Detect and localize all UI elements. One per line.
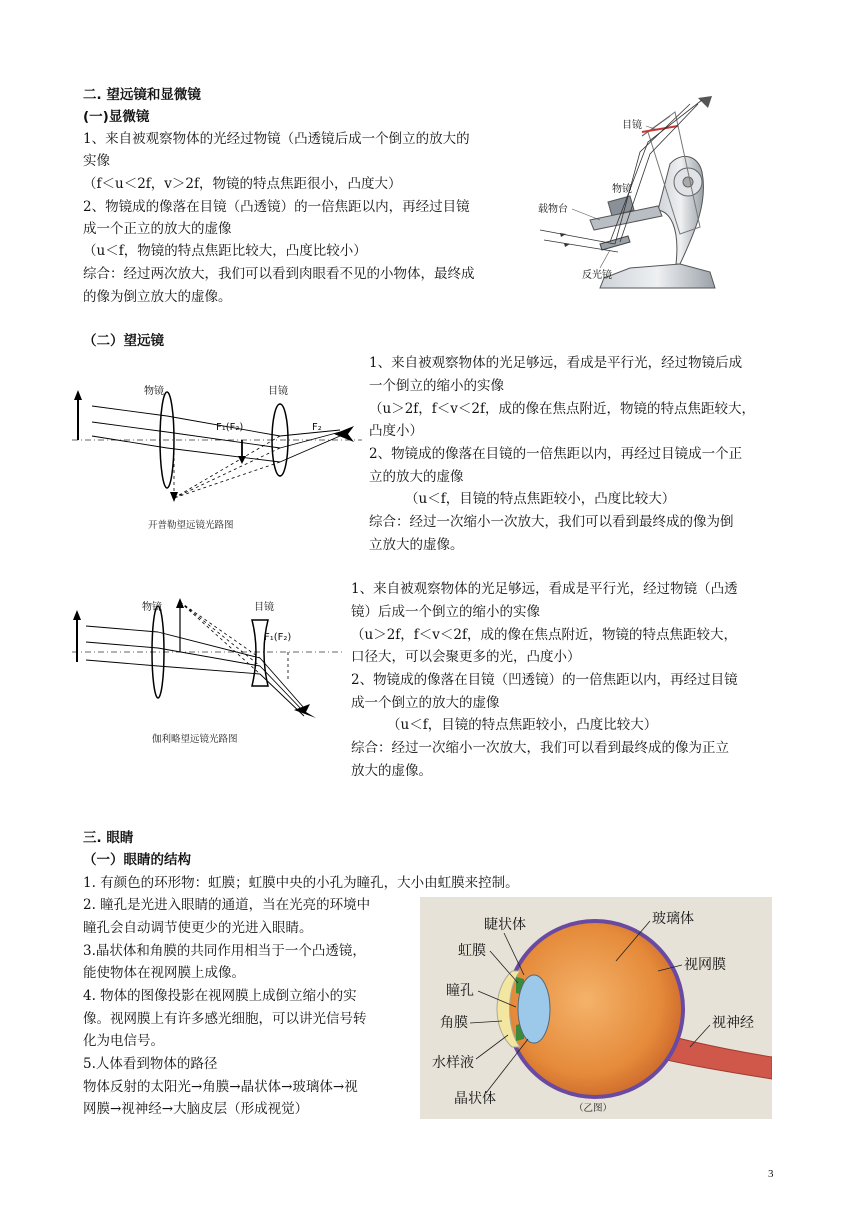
text-line: 瞳孔会自动调节使更少的光进入眼睛。 bbox=[83, 920, 313, 936]
text-line: 2、物镜成的像落在目镜（凹透镜）的一倍焦距以内，再经过目镜 bbox=[351, 672, 738, 688]
text-line: 2、物镜成的像落在目镜的一倍焦距以内，再经过目镜成一个正 bbox=[369, 446, 743, 462]
eye-label-aqueous: 水样液 bbox=[432, 1055, 474, 1071]
galileo-figure bbox=[72, 590, 342, 750]
kepler-label-f2: F₂ bbox=[312, 422, 322, 433]
galileo-label-objective: 物镜 bbox=[142, 602, 162, 613]
telescope-heading: （二）望远镜 bbox=[83, 333, 164, 349]
galileo-caption: 伽利略望远镜光路图 bbox=[152, 734, 238, 745]
eye-label-vitreous: 玻璃体 bbox=[652, 911, 694, 927]
text-line: （u＞2f，f＜v＜2f，成的像在焦点附近，物镜的特点焦距较大， bbox=[351, 627, 737, 643]
text-line: 1、来自被观察物体的光足够远，看成是平行光，经过物镜后成 bbox=[369, 355, 743, 371]
text-line: 实像 bbox=[83, 153, 110, 169]
text-line: 立的放大的虚像 bbox=[369, 469, 464, 485]
eye-label-pupil: 瞳孔 bbox=[446, 983, 474, 999]
eye-caption: （乙图） bbox=[574, 1103, 613, 1114]
text-line: 4. 物体的图像投影在视网膜上成倒立缩小的实 bbox=[83, 988, 357, 1004]
eye-heading: （一）眼睛的结构 bbox=[83, 852, 191, 868]
text-line: 综合：经过一次缩小一次放大，我们可以看到最终成的像为正立 bbox=[351, 740, 729, 756]
text-line: 像。视网膜上有许多感光细胞，可以讲光信号转 bbox=[83, 1011, 367, 1027]
text-line: 能使物体在视网膜上成像。 bbox=[83, 965, 245, 981]
text-line: 物体反射的太阳光→角膜→晶状体→玻璃体→视 bbox=[83, 1079, 358, 1095]
eye-figure bbox=[420, 897, 772, 1119]
text-line: 2. 瞳孔是光进入眼睛的通道，当在光亮的环境中 bbox=[83, 897, 371, 913]
text-line: 5.人体看到物体的路径 bbox=[83, 1056, 218, 1072]
text-line: 3.晶状体和角膜的共同作用相当于一个凸透镜， bbox=[83, 943, 366, 959]
kepler-caption: 开普勒望远镜光路图 bbox=[148, 520, 234, 531]
kepler-label-objective: 物镜 bbox=[144, 386, 164, 397]
label-objective: 物镜 bbox=[612, 184, 632, 195]
page-number: 3 bbox=[768, 1168, 774, 1180]
text-line: 成一个倒立的放大的虚像 bbox=[351, 695, 500, 711]
text-line: 1、来自被观察物体的光经过物镜（凸透镜后成一个倒立的放大的 bbox=[83, 131, 470, 147]
microscope-heading: (一)显微镜 bbox=[83, 109, 150, 125]
microscope-figure bbox=[530, 92, 730, 302]
text-line: 口径大，可以会聚更多的光，凸度小） bbox=[351, 649, 581, 665]
text-line: 化为电信号。 bbox=[83, 1033, 164, 1049]
section-2-title: 二. 望远镜和显微镜 bbox=[83, 87, 201, 103]
kepler-label-f1f2: F₁(F₂) bbox=[216, 422, 244, 433]
text-line: 凸度小） bbox=[369, 423, 423, 439]
kepler-label-eyepiece: 目镜 bbox=[268, 386, 288, 397]
eye-label-optic-nerve: 视神经 bbox=[712, 1015, 754, 1031]
eye-label-retina: 视网膜 bbox=[684, 957, 726, 973]
eye-label-iris: 虹膜 bbox=[458, 943, 486, 959]
text-line: 综合：经过两次放大，我们可以看到肉眼看不见的小物体，最终成 bbox=[83, 266, 475, 282]
text-line: 2、物镜成的像落在目镜（凸透镜）的一倍焦距以内，再经过目镜 bbox=[83, 199, 470, 215]
label-mirror: 反光镜 bbox=[582, 270, 612, 281]
text-line: （u＞2f，f＜v＜2f，成的像在焦点附近，物镜的特点焦距较大， bbox=[369, 401, 755, 417]
eye-label-ciliary: 睫状体 bbox=[484, 917, 526, 933]
text-line: 放大的虚像。 bbox=[351, 763, 432, 779]
text-line: 的像为倒立放大的虚像。 bbox=[83, 289, 232, 305]
text-line: 1、来自被观察物体的光足够远，看成是平行光，经过物镜（凸透 bbox=[351, 581, 738, 597]
text-line: 网膜→视神经→大脑皮层（形成视觉） bbox=[83, 1101, 309, 1117]
kepler-figure bbox=[72, 378, 362, 548]
section-3-title: 三. 眼睛 bbox=[83, 830, 134, 846]
text-line: 镜）后成一个倒立的缩小的实像 bbox=[351, 604, 540, 620]
label-stage: 载物台 bbox=[538, 204, 568, 215]
text-line: 立放大的虚像。 bbox=[369, 537, 464, 553]
galileo-label-f1f2: F₁(F₂) bbox=[264, 632, 292, 643]
text-line: 一个倒立的缩小的实像 bbox=[369, 378, 504, 394]
eye-label-cornea: 角膜 bbox=[440, 1015, 468, 1031]
text-line: 1. 有颜色的环形物：虹膜；虹膜中央的小孔为瞳孔，大小由虹膜来控制。 bbox=[83, 875, 519, 891]
text-line: （u＜f，目镜的特点焦距较小，凸度比较大） bbox=[405, 491, 676, 507]
text-line: 综合：经过一次缩小一次放大，我们可以看到最终成的像为倒 bbox=[369, 514, 734, 530]
text-line: （f＜u＜2f，v＞2f，物镜的特点焦距很小，凸度大） bbox=[83, 176, 402, 192]
text-line: （u＜f，目镜的特点焦距较小，凸度比较大） bbox=[387, 717, 658, 733]
text-line: 成一个正立的放大的虚像 bbox=[83, 221, 232, 237]
galileo-label-eyepiece: 目镜 bbox=[254, 602, 274, 613]
label-eyepiece: 目镜 bbox=[622, 120, 642, 131]
text-line: （u＜f，物镜的特点焦距比较大，凸度比较小） bbox=[83, 243, 367, 259]
eye-label-lens: 晶状体 bbox=[454, 1091, 496, 1107]
